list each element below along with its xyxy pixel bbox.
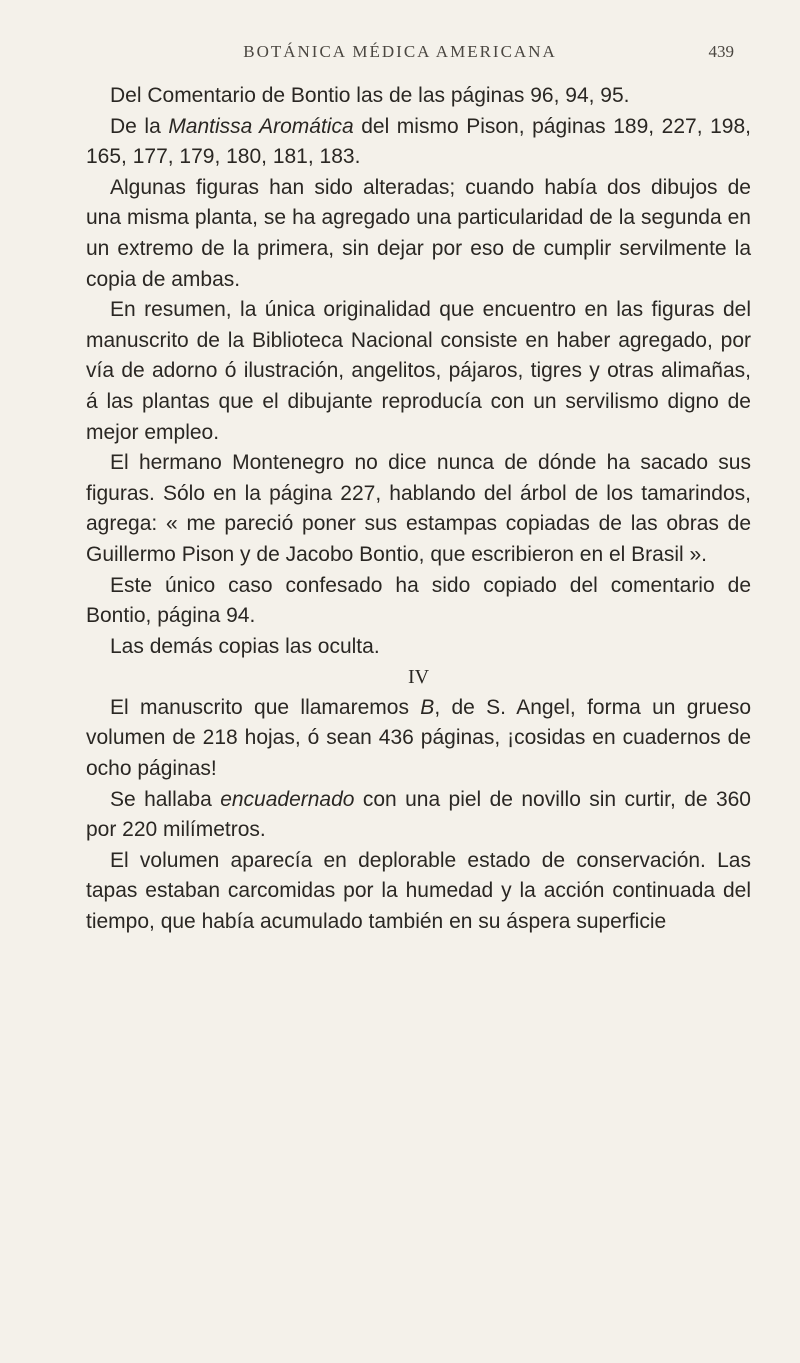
- page-number: 439: [708, 42, 734, 61]
- paragraph: Se hallaba encuadernado con una piel de novillo sin curtir, de 360 por 220 milímetros.: [86, 787, 751, 842]
- paragraph: Algunas figuras han sido alteradas; cuando había dos dibujos de una misma planta, se ha agregado una particularidad de la segunda en un extremo de la primera, sin dejar por eso de cumplir servilmente la copia de ambas.: [86, 175, 751, 291]
- paragraph: En resumen, la única originalidad que encuentro en las figuras del manuscrito de la Biblioteca Nacional consiste en haber agregado, por vía de adorno ó ilustración, angelitos, pájaros, tigres y otras alimañas, á las plantas que el dibujante reproducía con un servilismo digno de mejor empleo.: [86, 298, 751, 444]
- paragraph: De la Mantissa Aromática del mismo Pison, páginas 189, 227, 198, 165, 177, 179, 180, 181, 183.: [86, 114, 751, 169]
- paragraph: Las demás copias las oculta.: [110, 634, 380, 658]
- paragraph: El manuscrito que llamaremos B, de S. Angel, forma un grueso volumen de 218 hojas, ó sean 436 páginas, ¡cosidas en cuadernos de ocho páginas!: [86, 695, 751, 781]
- italic-title: Mantissa Aromática: [168, 114, 354, 138]
- paragraph: Este único caso confesado ha sido copiado del comentario de Bontio, página 94.: [86, 573, 751, 628]
- italic-word: encuadernado: [220, 787, 355, 811]
- paragraph: El volumen aparecía en deplorable estado de conservación. Las tapas estaban carcomidas por la humedad y la acción continuada del tiempo, que había acumulado también en su áspera superficie: [86, 848, 751, 934]
- body-text: [86, 81, 751, 938]
- paragraph: El hermano Montenegro no dice nunca de dónde ha sacado sus figuras. Sólo en la página 227, hablando del árbol de los tamarindos, agrega: « me pareció poner sus estampas copiadas de las obras de Guillermo Pison y de Jacobo Bontio, que escribieron en el Brasil ».: [86, 451, 751, 566]
- paragraph: Del Comentario de Bontio las de las páginas 96, 94, 95.: [110, 84, 630, 107]
- italic-letter: B: [420, 695, 435, 719]
- section-heading: IV: [407, 666, 430, 689]
- running-title: BOTÁNICA MÉDICA AMERICANA: [243, 42, 557, 61]
